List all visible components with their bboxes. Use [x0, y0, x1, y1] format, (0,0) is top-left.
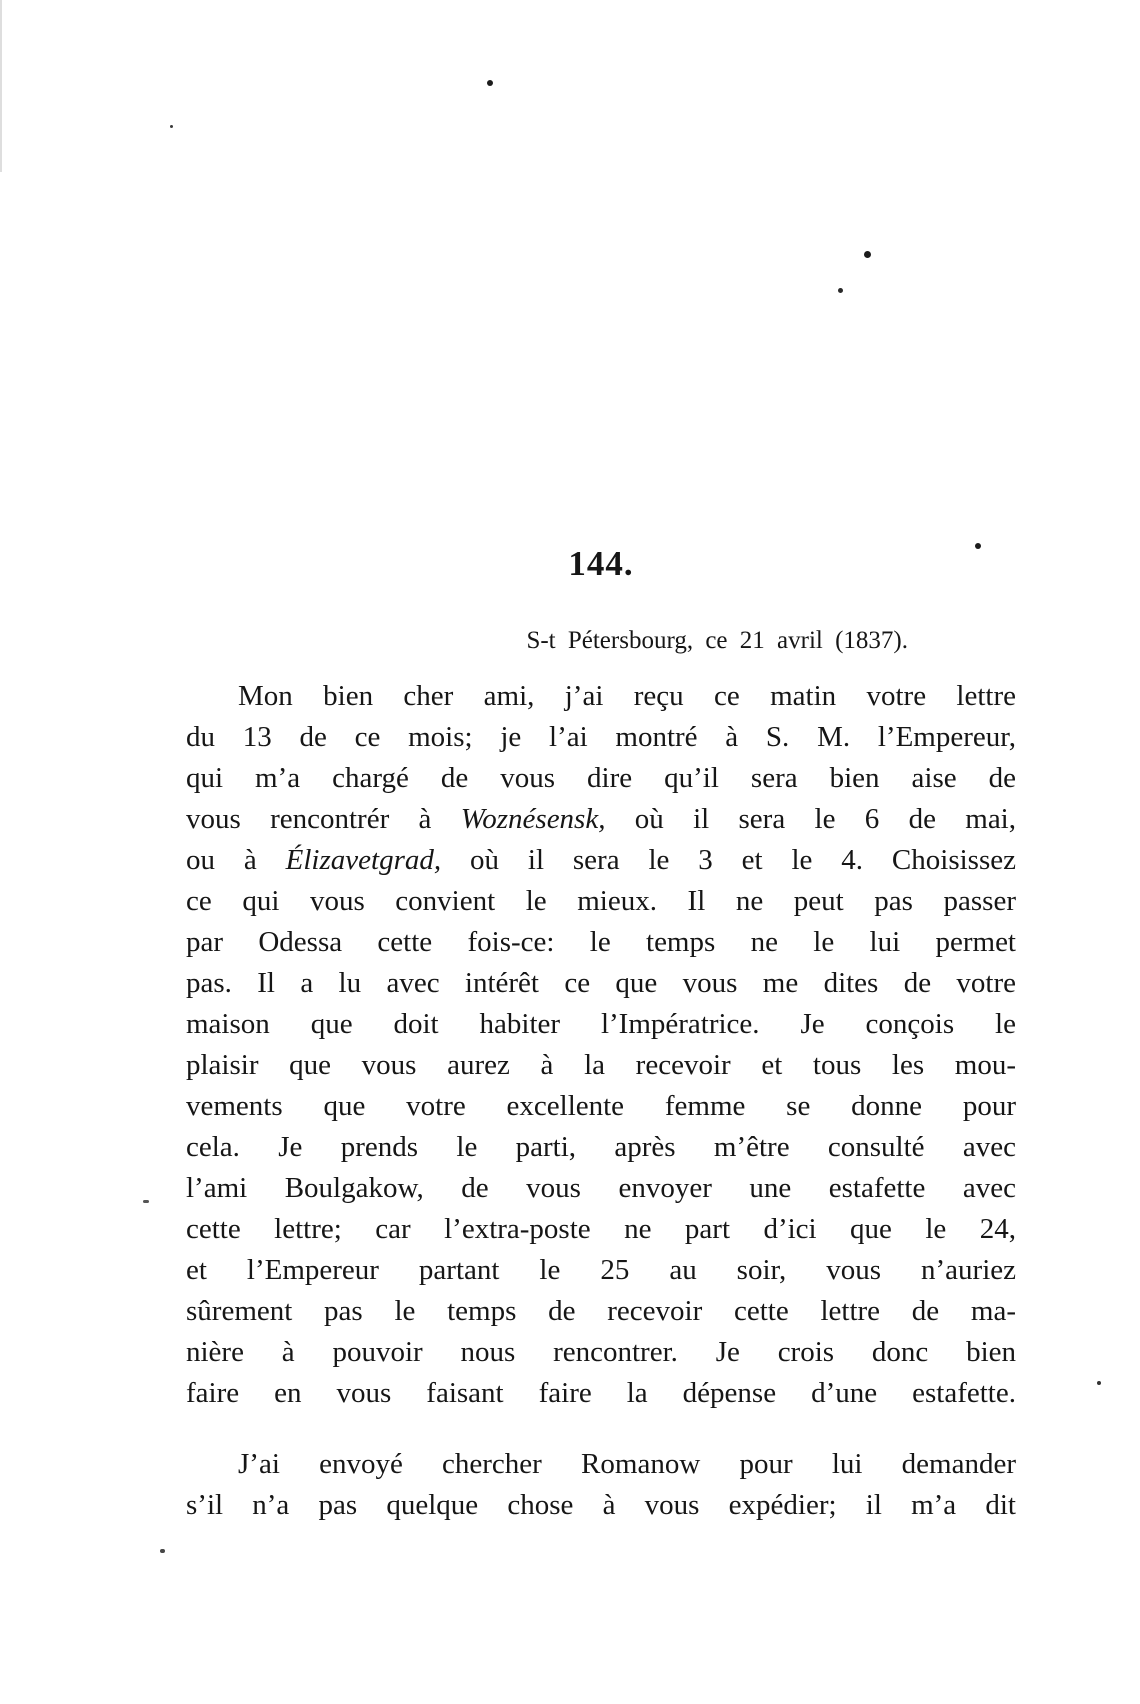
letter-paragraph	[186, 1444, 1016, 1526]
text-segment: vements que votre excellente femme se donne pour	[186, 1090, 1016, 1122]
text-line	[186, 1291, 1016, 1332]
scan-edge-artifact	[0, 0, 2, 172]
text-line	[186, 1444, 1016, 1485]
text-line	[186, 1086, 1016, 1127]
text-segment: cette lettre; car l’extra-poste ne part d’ici que le 24,	[186, 1213, 1016, 1245]
text-line	[186, 676, 1016, 717]
scan-speck	[160, 1549, 165, 1553]
text-line	[186, 1250, 1016, 1291]
text-segment: nière à pouvoir nous rencontrer. Je crois donc bien	[186, 1336, 1016, 1368]
scan-speck	[143, 1200, 149, 1203]
scan-speck	[1097, 1381, 1101, 1385]
text-segment: J’ai envoyé chercher Romanow pour lui demander	[238, 1448, 1016, 1480]
text-line	[186, 922, 1016, 963]
place-name-italic: Woznésensk,	[460, 803, 606, 835]
text-segment: sûrement pas le temps de recevoir cette lettre de ma-	[186, 1295, 1016, 1327]
text-segment: faire en vous faisant faire la dépense d’une estafette.	[186, 1377, 1016, 1409]
text-segment: s’il n’a pas quelque chose à vous expédier; il m’a dit	[186, 1489, 1016, 1521]
text-line	[186, 1485, 1016, 1526]
letter-body	[186, 676, 1016, 1526]
text-line	[186, 1127, 1016, 1168]
text-segment: et l’Empereur partant le 25 au soir, vous n’auriez	[186, 1254, 1016, 1286]
text-line	[186, 840, 1016, 881]
text-line	[186, 758, 1016, 799]
scan-speck	[487, 80, 493, 86]
text-line	[186, 1168, 1016, 1209]
letter-number-heading: 144.	[568, 544, 634, 583]
text-segment: qui m’a chargé de vous dire qu’il sera bien aise de	[186, 762, 1016, 794]
text-segment: vous rencontrér à	[186, 803, 461, 835]
text-line	[186, 717, 1016, 758]
text-segment: où il sera le 3 et le 4. Choisissez	[441, 844, 1016, 876]
text-segment: cela. Je prends le parti, après m’être consulté avec	[186, 1131, 1016, 1163]
text-segment: du 13 de ce mois; je l’ai montré à S. M. l’Empereur,	[186, 721, 1016, 753]
text-line	[186, 1045, 1016, 1086]
text-segment: ou à	[186, 844, 286, 876]
text-line	[186, 1332, 1016, 1373]
scan-speck	[838, 288, 843, 293]
text-line	[186, 1004, 1016, 1045]
letter-paragraph	[186, 676, 1016, 1414]
text-line	[186, 1209, 1016, 1250]
text-segment: ce qui vous convient le mieux. Il ne peut pas passer	[186, 885, 1016, 917]
text-segment: maison que doit habiter l’Impératrice. Je conçois le	[186, 1008, 1016, 1040]
text-line	[186, 799, 1016, 840]
text-line	[186, 1373, 1016, 1414]
text-line	[186, 881, 1016, 922]
text-segment: l’ami Boulgakow, de vous envoyer une estafette avec	[186, 1172, 1016, 1204]
text-segment: Mon bien cher ami, j’ai reçu ce matin votre lettre	[238, 680, 1016, 712]
scan-speck	[864, 251, 871, 258]
letter-dateline: S-t Pétersbourg, ce 21 avril (1837).	[526, 627, 908, 654]
text-segment: plaisir que vous aurez à la recevoir et tous les mou-	[186, 1049, 1016, 1081]
text-segment: par Odessa cette fois-ce: le temps ne le lui permet	[186, 926, 1016, 958]
scan-speck	[170, 125, 173, 128]
text-segment: pas. Il a lu avec intérêt ce que vous me dites de votre	[186, 967, 1016, 999]
text-line	[186, 963, 1016, 1004]
text-segment: où il sera le 6 de mai,	[605, 803, 1016, 835]
place-name-italic: Élizavetgrad,	[285, 844, 442, 876]
